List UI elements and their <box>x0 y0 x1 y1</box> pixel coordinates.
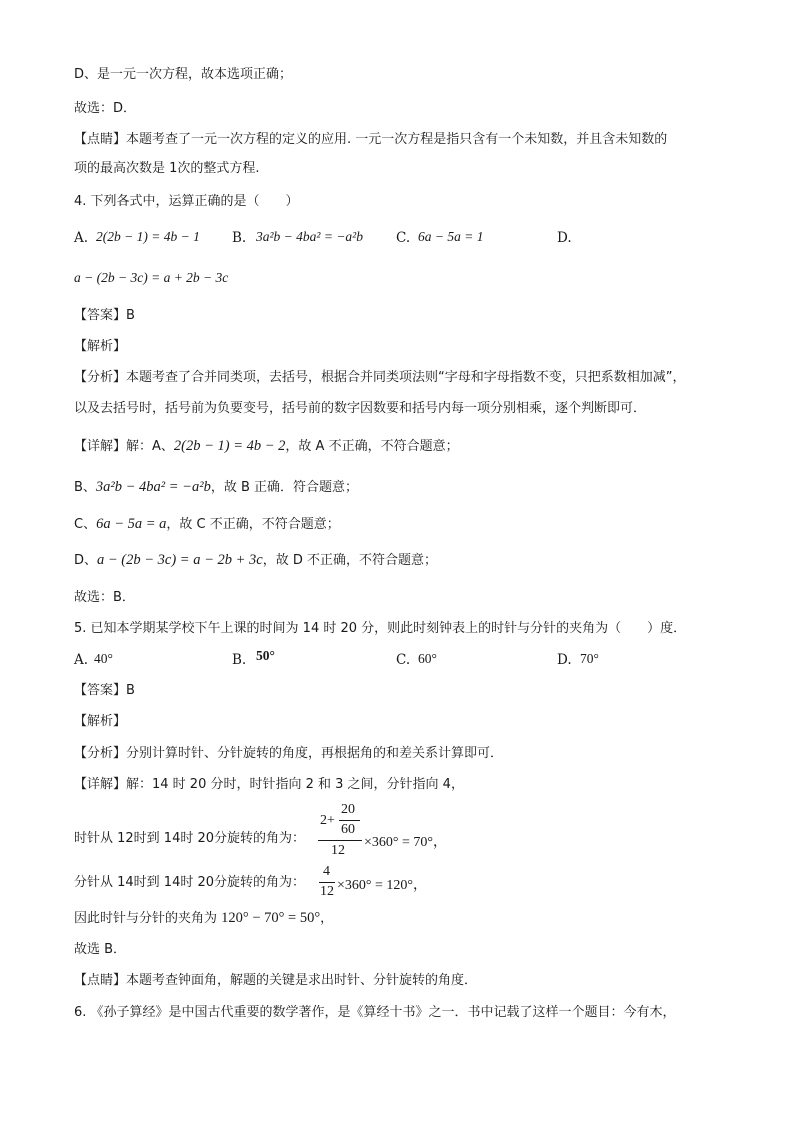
q5-hour-result: ×360° = 70°， <box>364 835 447 850</box>
q5-min-num: 4 <box>323 864 330 879</box>
q4-detail-a <box>74 437 459 456</box>
q4-option-b: 3a²b − 4ba² = −a²b <box>256 229 363 244</box>
q5-angle-result <box>74 909 333 928</box>
q5-angle-post: ， <box>320 911 334 926</box>
q4-analysis-2: 以及去括号时，括号前为负要变号，括号前的数字因数要和括号内每一项分别相乘，逐个判断即可． <box>74 401 647 416</box>
q5-hour-den: 12 <box>331 843 345 858</box>
q5-hour-num-sub-num: 20 <box>341 802 355 817</box>
q5-minute-angle-label: 分针从 14时到 14时 20分旋转的角为： <box>74 875 306 890</box>
q4-detail-b-pre: B、 <box>74 480 96 495</box>
q4-option-c-label: C. <box>396 230 411 246</box>
q5-hour-inner-bar <box>339 820 360 821</box>
q4-answer: 【答案】B <box>74 308 135 323</box>
q5-hour-num-sub-den: 60 <box>341 822 355 837</box>
q5-hour-angle-label: 时针从 12时到 14时 20分旋转的角为： <box>74 831 306 846</box>
q5-option-c: 60° <box>418 651 437 666</box>
q4-option-c: 6a − 5a = 1 <box>418 229 484 244</box>
q5-answer: 【答案】B <box>74 683 135 698</box>
q5-jiexi: 【解析】 <box>74 714 127 729</box>
q5-detail: 【详解】解：14 时 20 分时，时针指向 2 和 3 之间，分针指向 4， <box>74 777 464 792</box>
q5-min-bar <box>319 882 335 883</box>
q4-detail-c-math: 6a − 5a = a <box>96 516 167 532</box>
q4-analysis-1: 【分析】本题考查了合并同类项，去括号，根据合并同类项法则“字母和字母指数不变，只把系数相加减”， <box>74 370 686 385</box>
q5-option-d-label: D. <box>557 652 572 668</box>
q5-angle-pre: 因此时针与分针的夹角为 <box>74 911 222 926</box>
question-6-stem: 6. 《孙子算经》是中国古代重要的数学著作，是《算经十书》之一．书中记载了这样一个题目：今有木， <box>74 1005 676 1020</box>
question-5-stem: 5. 已知本学期某学校下午上课的时间为 14 时 20 分，则此时刻钟表上的时针与分针的夹角为（ ）度． <box>74 621 687 636</box>
q5-option-d: 70° <box>580 651 599 666</box>
q4-detail-c <box>74 515 340 534</box>
question-4-stem: 4. 下列各式中，运算正确的是（ ） <box>74 194 299 209</box>
q5-option-c-label: C. <box>396 652 411 668</box>
text-line: 故选：D． <box>74 101 137 116</box>
q4-detail-a-pre: 【详解】解：A、 <box>74 439 174 454</box>
q4-option-d: a − (2b − 3c) = a + 2b − 3c <box>74 270 229 285</box>
text-line: 项的最高次数是 1次的整式方程. <box>74 161 260 176</box>
q5-min-result: ×360° = 120°， <box>337 878 427 893</box>
q4-detail-d <box>74 551 437 570</box>
q5-option-a: 40° <box>94 651 113 666</box>
q4-detail-d-post: ，故 D 不正确，不符合题意； <box>262 553 437 568</box>
q4-option-d-label: D. <box>557 230 572 246</box>
q5-hour-num-int: 2+ <box>320 813 335 828</box>
q4-detail-b-post: ，故 B 正确．符合题意； <box>210 480 359 495</box>
q4-detail-c-pre: C、 <box>74 517 97 532</box>
q4-detail-b-math: 3a²b − 4ba² = −a²b <box>95 479 211 495</box>
q5-hour-main-bar <box>318 840 362 841</box>
q5-dianjing: 【点睛】本题考查钟面角，解题的关键是求出时针、分针旋转的角度． <box>74 973 478 988</box>
q5-option-b-label: B. <box>232 652 247 668</box>
q4-jiexi: 【解析】 <box>74 339 127 354</box>
text-line: 【点睛】本题考查了一元一次方程的定义的应用. 一元一次方程是指只含有一个未知数，并且含未知数的 <box>74 132 668 147</box>
q4-option-a-label: A. <box>74 230 89 246</box>
q5-min-den: 12 <box>320 884 334 899</box>
q4-option-b-label: B. <box>232 230 247 246</box>
q5-option-b: 50° <box>256 648 275 663</box>
q4-option-a: 2(2b − 1) = 4b − 1 <box>96 229 200 244</box>
q5-analysis: 【分析】分别计算时针、分针旋转的角度，再根据角的和差关系计算即可． <box>74 746 504 761</box>
q4-detail-b <box>74 478 358 497</box>
q4-detail-c-post: ，故 C 不正确，不符合题意； <box>166 517 340 532</box>
q4-choose: 故选：B． <box>74 590 135 605</box>
text-line: D、是一元一次方程，故本选项正确； <box>74 67 293 82</box>
q4-detail-a-post: ，故 A 不正确，不符合题意； <box>285 439 459 454</box>
q5-angle-math: 120° − 70° = 50° <box>221 910 321 926</box>
q4-detail-a-math: 2(2b − 1) = 4b − 2 <box>173 438 286 454</box>
q5-choose: 故选 B． <box>74 942 127 957</box>
q4-detail-d-math: a − (2b − 3c) = a − 2b + 3c <box>97 552 263 568</box>
q5-option-a-label: A. <box>74 652 89 668</box>
q4-detail-d-pre: D、 <box>74 553 98 568</box>
